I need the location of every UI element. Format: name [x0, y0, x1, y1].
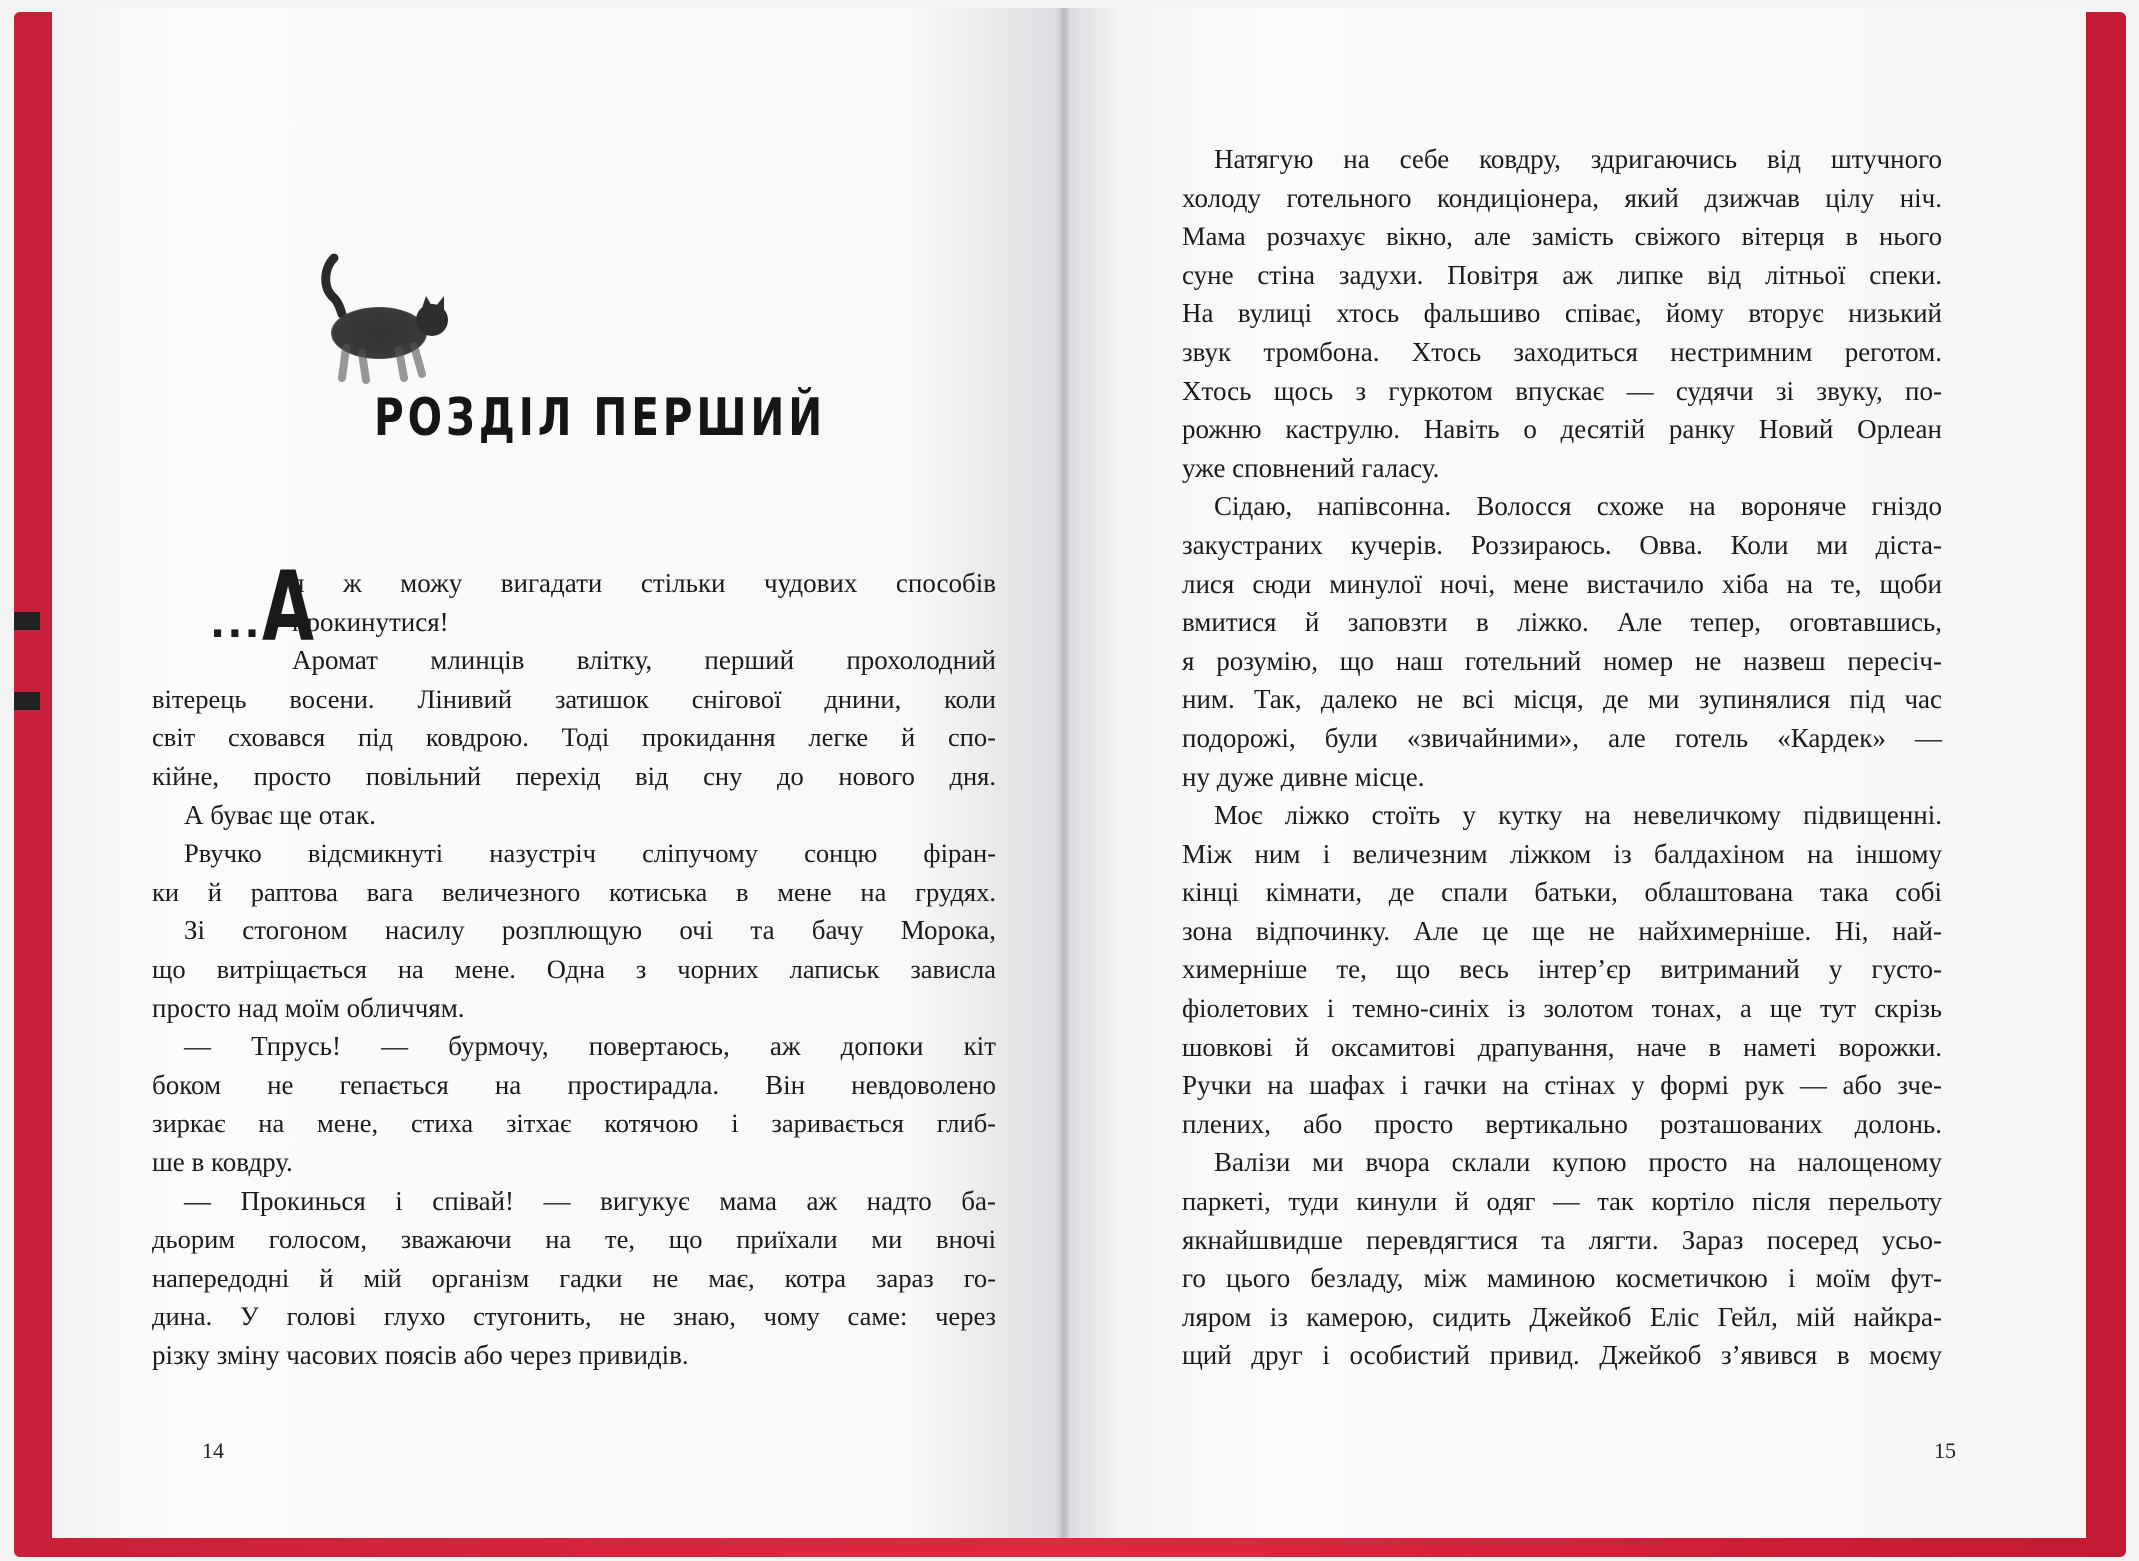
text-line: холоду готельного кондиціонера, який дзижчав цілу ніч.: [1182, 182, 1942, 213]
text-line: плених, або просто вертикально розташованих долонь.: [1182, 1108, 1942, 1139]
book-gutter: [1055, 8, 1071, 1538]
text-line: звук тромбона. Хтось заходиться нестримним реготом.: [1182, 336, 1942, 367]
text-line: зиркає на мене, стиха зітхає котячою і заривається глиб-: [152, 1108, 996, 1139]
text-line: я ж можу вигадати стільки чудових способів: [292, 568, 996, 598]
text-line: Ручки на шафах і гачки на стінах у формі рук — або зче-: [1182, 1070, 1942, 1101]
text-line: Зі стогоном насилу розплющую очі та бачу Морока,: [184, 915, 996, 946]
text-line: якнайшвидше перевдягтися та лягти. Зараз посеред усьо-: [1182, 1224, 1942, 1255]
black-cat-icon: [304, 238, 504, 398]
text-line: що витріщається на мене. Одна з чорних лаписьк зависла: [152, 953, 996, 984]
text-line: фіолетових і темно-синіх із золотом тонах, а ще тут скрізь: [1182, 993, 1942, 1024]
text-line: ше в ковдру.: [152, 1146, 293, 1177]
text-line: А буває ще отак.: [184, 799, 376, 830]
text-line: дьорим голосом, зважаючи на те, що приїхали ми вночі: [152, 1224, 996, 1255]
text-line: вітерець восени. Лінивий затишок снігової днини, коли: [152, 683, 996, 714]
text-line: суне стіна задухи. Повітря аж липке від літньої спеки.: [1182, 259, 1942, 290]
text-line: просто над моїм обличчям.: [152, 992, 465, 1023]
text-line: шовкові й оксамитові драпування, наче в наметі ворожки.: [1182, 1031, 1942, 1062]
text-line: Натягую на себе ковдру, здригаючись від штучного: [1214, 144, 1942, 174]
text-line: паркеті, туди кинули й одяг — так кортіло після перельоту: [1182, 1186, 1942, 1217]
left-body-text: [152, 551, 996, 1374]
text-line: го цього безладу, між маминою косметичкою і моїм фут-: [1182, 1263, 1942, 1294]
text-line: ним. Так, далеко не всі місця, де ми зупинялися під час: [1182, 684, 1942, 715]
page-number-right: 15: [1934, 1438, 1956, 1463]
cover-stripe: [14, 612, 40, 630]
text-line: Валізи ми вчора склали купою просто на налощеному: [1214, 1147, 1942, 1178]
text-line: світ сховався під ковдрою. Тоді прокидання легке й спо-: [152, 722, 996, 753]
text-line: я розумію, що наш готельний номер не назвеш пересіч-: [1182, 645, 1942, 676]
right-body-text: [1182, 140, 1942, 1375]
text-line: дина. У голові глухо стугонить, не знаю, чому саме: через: [152, 1301, 996, 1332]
text-line: Рвучко відсмикнуті назустріч сліпучому сонцю фіран-: [184, 838, 996, 869]
text-line: подорожі, були «звичайними», але готель «Кардек» —: [1182, 722, 1942, 753]
text-line: рожню каструлю. Навіть о десятій ранку Новий Орлеан: [1182, 414, 1942, 445]
text-line: зона відпочинку. Але це ще не найхимерніше. Ні, най-: [1182, 915, 1942, 946]
text-line: щий друг і особистий привид. Джейкоб з’явився в моєму: [1182, 1340, 1942, 1371]
right-page: [1062, 8, 2086, 1538]
text-line: Мама розчахує вікно, але замість свіжого вітерця в нього: [1182, 221, 1942, 252]
text-line: кійне, просто повільний перехід від сну до нового дня.: [152, 760, 996, 791]
text-line: — Прокинься і співай! — вигукує мама аж надто ба-: [184, 1185, 996, 1216]
chapter-title: РОЗДІЛ ПЕРШИЙ: [374, 388, 827, 448]
text-line: На вулиці хтось фальшиво співає, йому вторує низький: [1182, 298, 1942, 329]
text-line: закустраних кучерів. Роззираюсь. Овва. Коли ми діста-: [1182, 529, 1942, 560]
text-line: різку зміну часових поясів або через привидів.: [152, 1339, 689, 1370]
text-line: вмитися й заповзти в ліжко. Але тепер, оговтавшись,: [1182, 607, 1942, 638]
text-line: Хтось щось з гуркотом впускає — судячи зі звуку, по-: [1182, 375, 1942, 406]
text-line: ляром із камерою, сидить Джейкоб Еліс Гейл, мій найкра-: [1182, 1301, 1942, 1332]
cover-stripe: [14, 692, 40, 710]
page-number-left: 14: [202, 1438, 224, 1463]
text-line: Моє ліжко стоїть у кутку на невеличкому підвищенні.: [1214, 800, 1942, 831]
text-line: химерніше те, що весь інтер’єр витриманий у густо-: [1182, 954, 1942, 985]
text-line: лися сюди минулої ночі, мене вистачило хіба на те, щоби: [1182, 568, 1942, 599]
text-line: уже сповнений галасу.: [1182, 452, 1440, 483]
left-page: [52, 8, 1062, 1538]
text-line: боком не гепається на простирадла. Він невдоволено: [152, 1069, 996, 1100]
text-line: прокинутися!: [292, 606, 449, 637]
text-line: ки й раптова вага величезного котиська в мене на грудях.: [152, 876, 996, 907]
text-line: напередодні й мій організм гадки не має, котра зараз го-: [152, 1262, 996, 1293]
drop-cap-dots: ...: [210, 601, 262, 648]
text-line: — Тпрусь! — бурмочу, повертаюсь, аж допоки кіт: [184, 1031, 996, 1062]
text-line: кінці кімнати, де спали батьки, облаштована така собі: [1182, 877, 1942, 908]
drop-cap-letter: А: [261, 551, 314, 663]
text-line: Сідаю, напівсонна. Волосся схоже на вороняче гніздо: [1214, 491, 1942, 522]
text-line: Між ним і величезним ліжком із балдахіном на іншому: [1182, 838, 1942, 869]
text-line: Аромат млинців влітку, перший прохолодний: [292, 645, 996, 676]
text-line: ну дуже дивне місце.: [1182, 761, 1425, 792]
